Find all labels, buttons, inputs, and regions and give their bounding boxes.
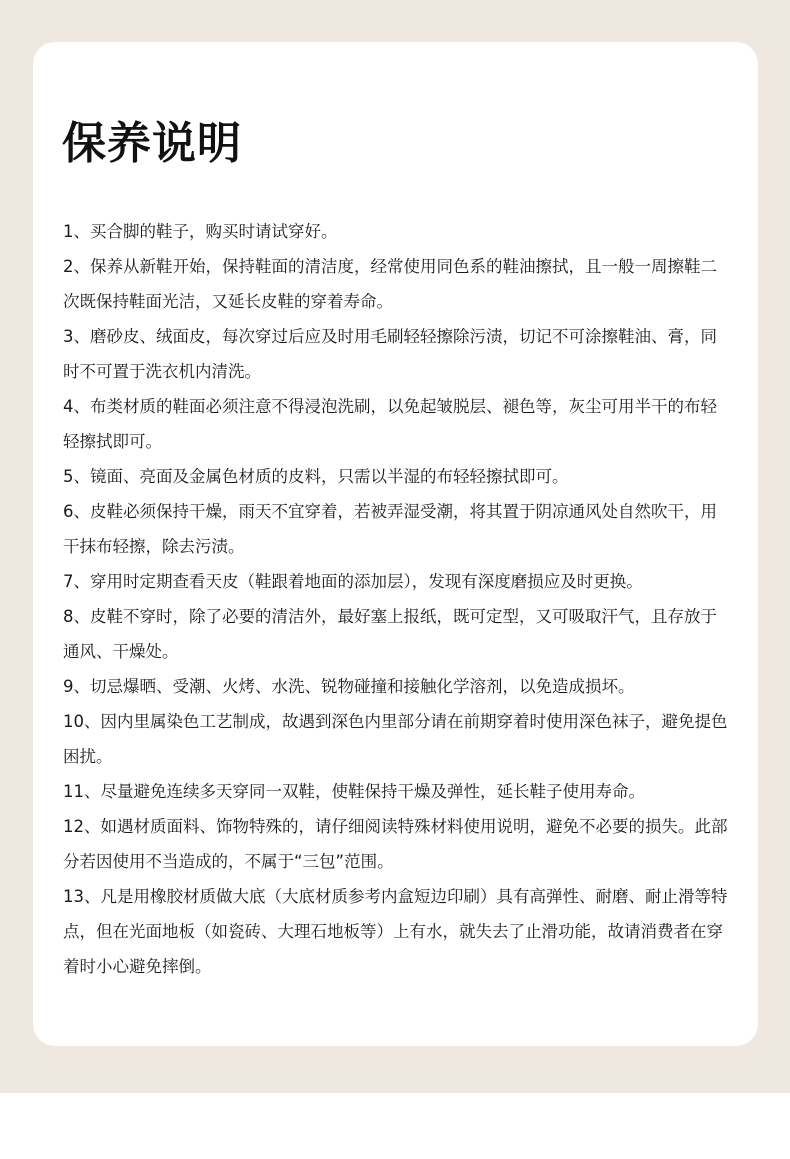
list-item: 9、切忌爆晒、受潮、火烤、水洗、锐物碰撞和接触化学溶剂，以免造成损坏。 (63, 677, 635, 696)
list-item: 13、凡是用橡胶材质做大底（大底材质参考内盒短边印刷）具有高弹性、耐磨、耐止滑等特点，但在光面地板（如瓷砖、大理石地板等）上有水，就失去了止滑功能，故请消费者在穿着时小心避免摔倒。 (63, 887, 728, 976)
list-item: 1、买合脚的鞋子，购买时请试穿好。 (63, 222, 338, 241)
page-title: 保养说明 (62, 118, 242, 169)
list-item: 11、尽量避免连续多天穿同一双鞋，使鞋保持干燥及弹性，延长鞋子使用寿命。 (63, 782, 645, 801)
care-instructions-card (33, 42, 758, 1046)
list-item: 5、镜面、亮面及金属色材质的皮料，只需以半湿的布轻轻擦拭即可。 (63, 467, 569, 486)
list-item: 10、因内里属染色工艺制成，故遇到深色内里部分请在前期穿着时使用深色袜子，避免提色困扰。 (63, 712, 728, 766)
list-item: 8、皮鞋不穿时，除了必要的清洁外，最好塞上报纸，既可定型，又可吸取汗气，且存放于通风、干燥处。 (63, 607, 717, 661)
list-item: 3、磨砂皮、绒面皮，每次穿过后应及时用毛刷轻轻擦除污渍，切记不可涂擦鞋油、膏，同时不可置于洗衣机内清洗。 (63, 327, 717, 381)
list-item: 2、保养从新鞋开始，保持鞋面的清洁度，经常使用同色系的鞋油擦拭，且一般一周擦鞋二次既保持鞋面光洁，又延长皮鞋的穿着寿命。 (63, 257, 717, 311)
care-instructions-list (63, 214, 733, 984)
list-item: 4、布类材质的鞋面必须注意不得浸泡洗刷，以免起皱脱层、褪色等，灰尘可用半干的布轻轻擦拭即可。 (63, 397, 717, 451)
list-item: 6、皮鞋必须保持干燥，雨天不宜穿着，若被弄湿受潮，将其置于阴凉通风处自然吹干，用干抹布轻擦，除去污渍。 (63, 502, 717, 556)
list-item: 7、穿用时定期查看天皮（鞋跟着地面的添加层），发现有深度磨损应及时更换。 (63, 572, 643, 591)
list-item: 12、如遇材质面料、饰物特殊的，请仔细阅读特殊材料使用说明，避免不必要的损失。此部分若因使用不当造成的，不属于“三包”范围。 (63, 817, 728, 871)
